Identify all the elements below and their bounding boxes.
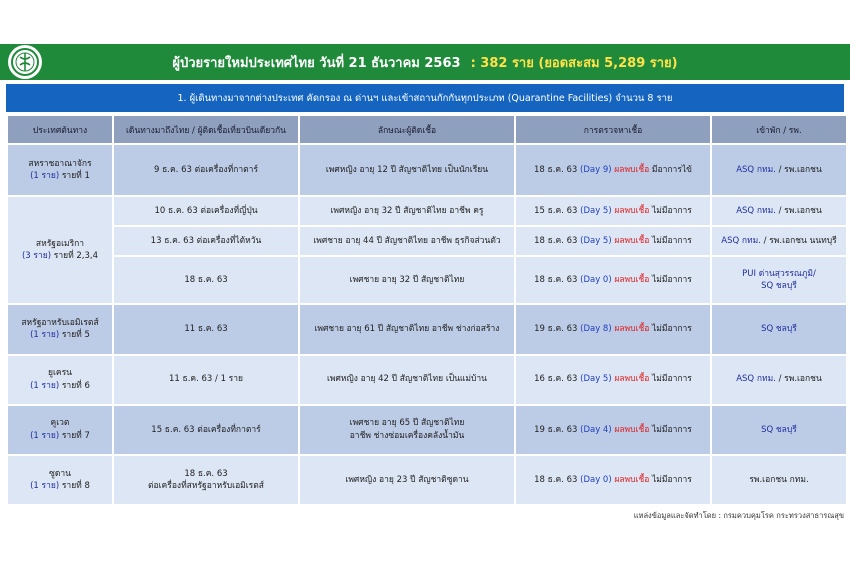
header-title: ผู้ป่วยรายใหม่ประเทศไทย วันที่ 21 ธันวาคม 2563 — [172, 55, 461, 71]
arrival-cell: 18 ธ.ค. 63 — [114, 257, 298, 303]
header-count: : 382 ราย (ยอดสะสม 5,289 ราย) — [470, 55, 678, 71]
arrival-cell: 18 ธ.ค. 63 ต่อเครื่องที่สหรัฐอาหรับเอมิเรตส์ — [114, 456, 298, 504]
column-header-country: ประเทศต้นทาง — [8, 116, 112, 143]
profile-cell: เพศหญิง อายุ 42 ปี สัญชาติไทย เป็นแม่บ้าน — [300, 356, 514, 404]
profile-cell: เพศชาย อายุ 44 ปี สัญชาติไทย อาชีพ ธุรกิจส่วนตัว — [300, 227, 514, 255]
test-cell: 18 ธ.ค. 63 (Day 0) ผลพบเชื้อ ไม่มีอาการ — [516, 257, 710, 303]
column-header-facility: เข้าพัก / รพ. — [712, 116, 846, 143]
arrival-cell: 13 ธ.ค. 63 ต่อเครื่องที่ไต้หวัน — [114, 227, 298, 255]
test-cell: 16 ธ.ค. 63 (Day 5) ผลพบเชื้อ ไม่มีอาการ — [516, 356, 710, 404]
facility-cell: ASQ กทม. / รพ.เอกชน — [712, 356, 846, 404]
source-footer: แหล่งข้อมูลและจัดทำโดย : กรมควบคุมโรค กระทรวงสาธารณสุข — [633, 511, 844, 520]
table-row — [8, 356, 846, 404]
arrival-cell: 9 ธ.ค. 63 ต่อเครื่องที่กาตาร์ — [114, 145, 298, 195]
country-cell: สหรัฐอาหรับเอมิเรตส์ (1 ราย) รายที่ 5 — [8, 305, 112, 353]
facility-cell: SQ ชลบุรี — [712, 305, 846, 353]
ministry-logo — [8, 45, 42, 79]
profile-cell: เพศชาย อายุ 32 ปี สัญชาติไทย — [300, 257, 514, 303]
arrival-cell: 15 ธ.ค. 63 ต่อเครื่องที่กาตาร์ — [114, 406, 298, 454]
table-row — [8, 145, 846, 195]
facility-cell: PUI ด่านสุวรรณภูมิ/ SQ ชลบุรี — [712, 257, 846, 303]
country-cell: ซูดาน (1 ราย) รายที่ 8 — [8, 456, 112, 504]
arrival-cell: 10 ธ.ค. 63 ต่อเครื่องที่ญี่ปุ่น — [114, 197, 298, 225]
table-row — [8, 456, 846, 504]
column-header-profile: ลักษณะผู้ติดเชื้อ — [300, 116, 514, 143]
country-cell: สหรัฐอเมริกา (3 ราย) รายที่ 2,3,4 — [8, 197, 112, 303]
column-header-arrival: เดินทางมาถึงไทย / ผู้ติดเชื้อเที่ยวบินเดียวกัน — [114, 116, 298, 143]
table-row — [8, 227, 846, 255]
test-cell: 15 ธ.ค. 63 (Day 5) ผลพบเชื้อ ไม่มีอาการ — [516, 197, 710, 225]
header-bar — [0, 44, 850, 80]
arrival-cell: 11 ธ.ค. 63 / 1 ราย — [114, 356, 298, 404]
cases-table — [6, 114, 848, 506]
table-row — [8, 257, 846, 303]
test-cell: 18 ธ.ค. 63 (Day 0) ผลพบเชื้อ ไม่มีอาการ — [516, 456, 710, 504]
profile-cell: เพศชาย อายุ 61 ปี สัญชาติไทย อาชีพ ช่างก่อสร้าง — [300, 305, 514, 353]
table-row — [8, 406, 846, 454]
country-cell: สหราชอาณาจักร (1 ราย) รายที่ 1 — [8, 145, 112, 195]
profile-cell: เพศหญิง อายุ 12 ปี สัญชาติไทย เป็นนักเรียน — [300, 145, 514, 195]
facility-cell: รพ.เอกชน กทม. — [712, 456, 846, 504]
arrival-cell: 11 ธ.ค. 63 — [114, 305, 298, 353]
profile-cell: เพศหญิง อายุ 32 ปี สัญชาติไทย อาชีพ ครู — [300, 197, 514, 225]
country-cell: คูเวต (1 ราย) รายที่ 7 — [8, 406, 112, 454]
test-cell: 19 ธ.ค. 63 (Day 4) ผลพบเชื้อ ไม่มีอาการ — [516, 406, 710, 454]
test-cell: 18 ธ.ค. 63 (Day 5) ผลพบเชื้อ ไม่มีอาการ — [516, 227, 710, 255]
facility-cell: ASQ กทม. / รพ.เอกชน นนทบุรี — [712, 227, 846, 255]
test-cell: 19 ธ.ค. 63 (Day 8) ผลพบเชื้อ ไม่มีอาการ — [516, 305, 710, 353]
country-cell: ยูเครน (1 ราย) รายที่ 6 — [8, 356, 112, 404]
table-header-row — [8, 116, 846, 143]
facility-cell: ASQ กทม. / รพ.เอกชน — [712, 197, 846, 225]
table-row — [8, 197, 846, 225]
profile-cell: เพศชาย อายุ 65 ปี สัญชาติไทย อาชีพ ช่างซ่อมเครื่องคลังน้ำมัน — [300, 406, 514, 454]
profile-cell: เพศหญิง อายุ 23 ปี สัญชาติซูดาน — [300, 456, 514, 504]
column-header-test: การตรวจหาเชื้อ — [516, 116, 710, 143]
section-subheader: 1. ผู้เดินทางมาจากต่างประเทศ คัดกรอง ณ ด่านฯ และเข้าสถานกักกันทุกประเภท (Quarantine Facilities) จำนวน 8 ราย — [6, 84, 844, 112]
facility-cell: ASQ กทม. / รพ.เอกชน — [712, 145, 846, 195]
test-cell: 18 ธ.ค. 63 (Day 9) ผลพบเชื้อ มีอาการไข้ — [516, 145, 710, 195]
table-row — [8, 305, 846, 353]
facility-cell: SQ ชลบุรี — [712, 406, 846, 454]
